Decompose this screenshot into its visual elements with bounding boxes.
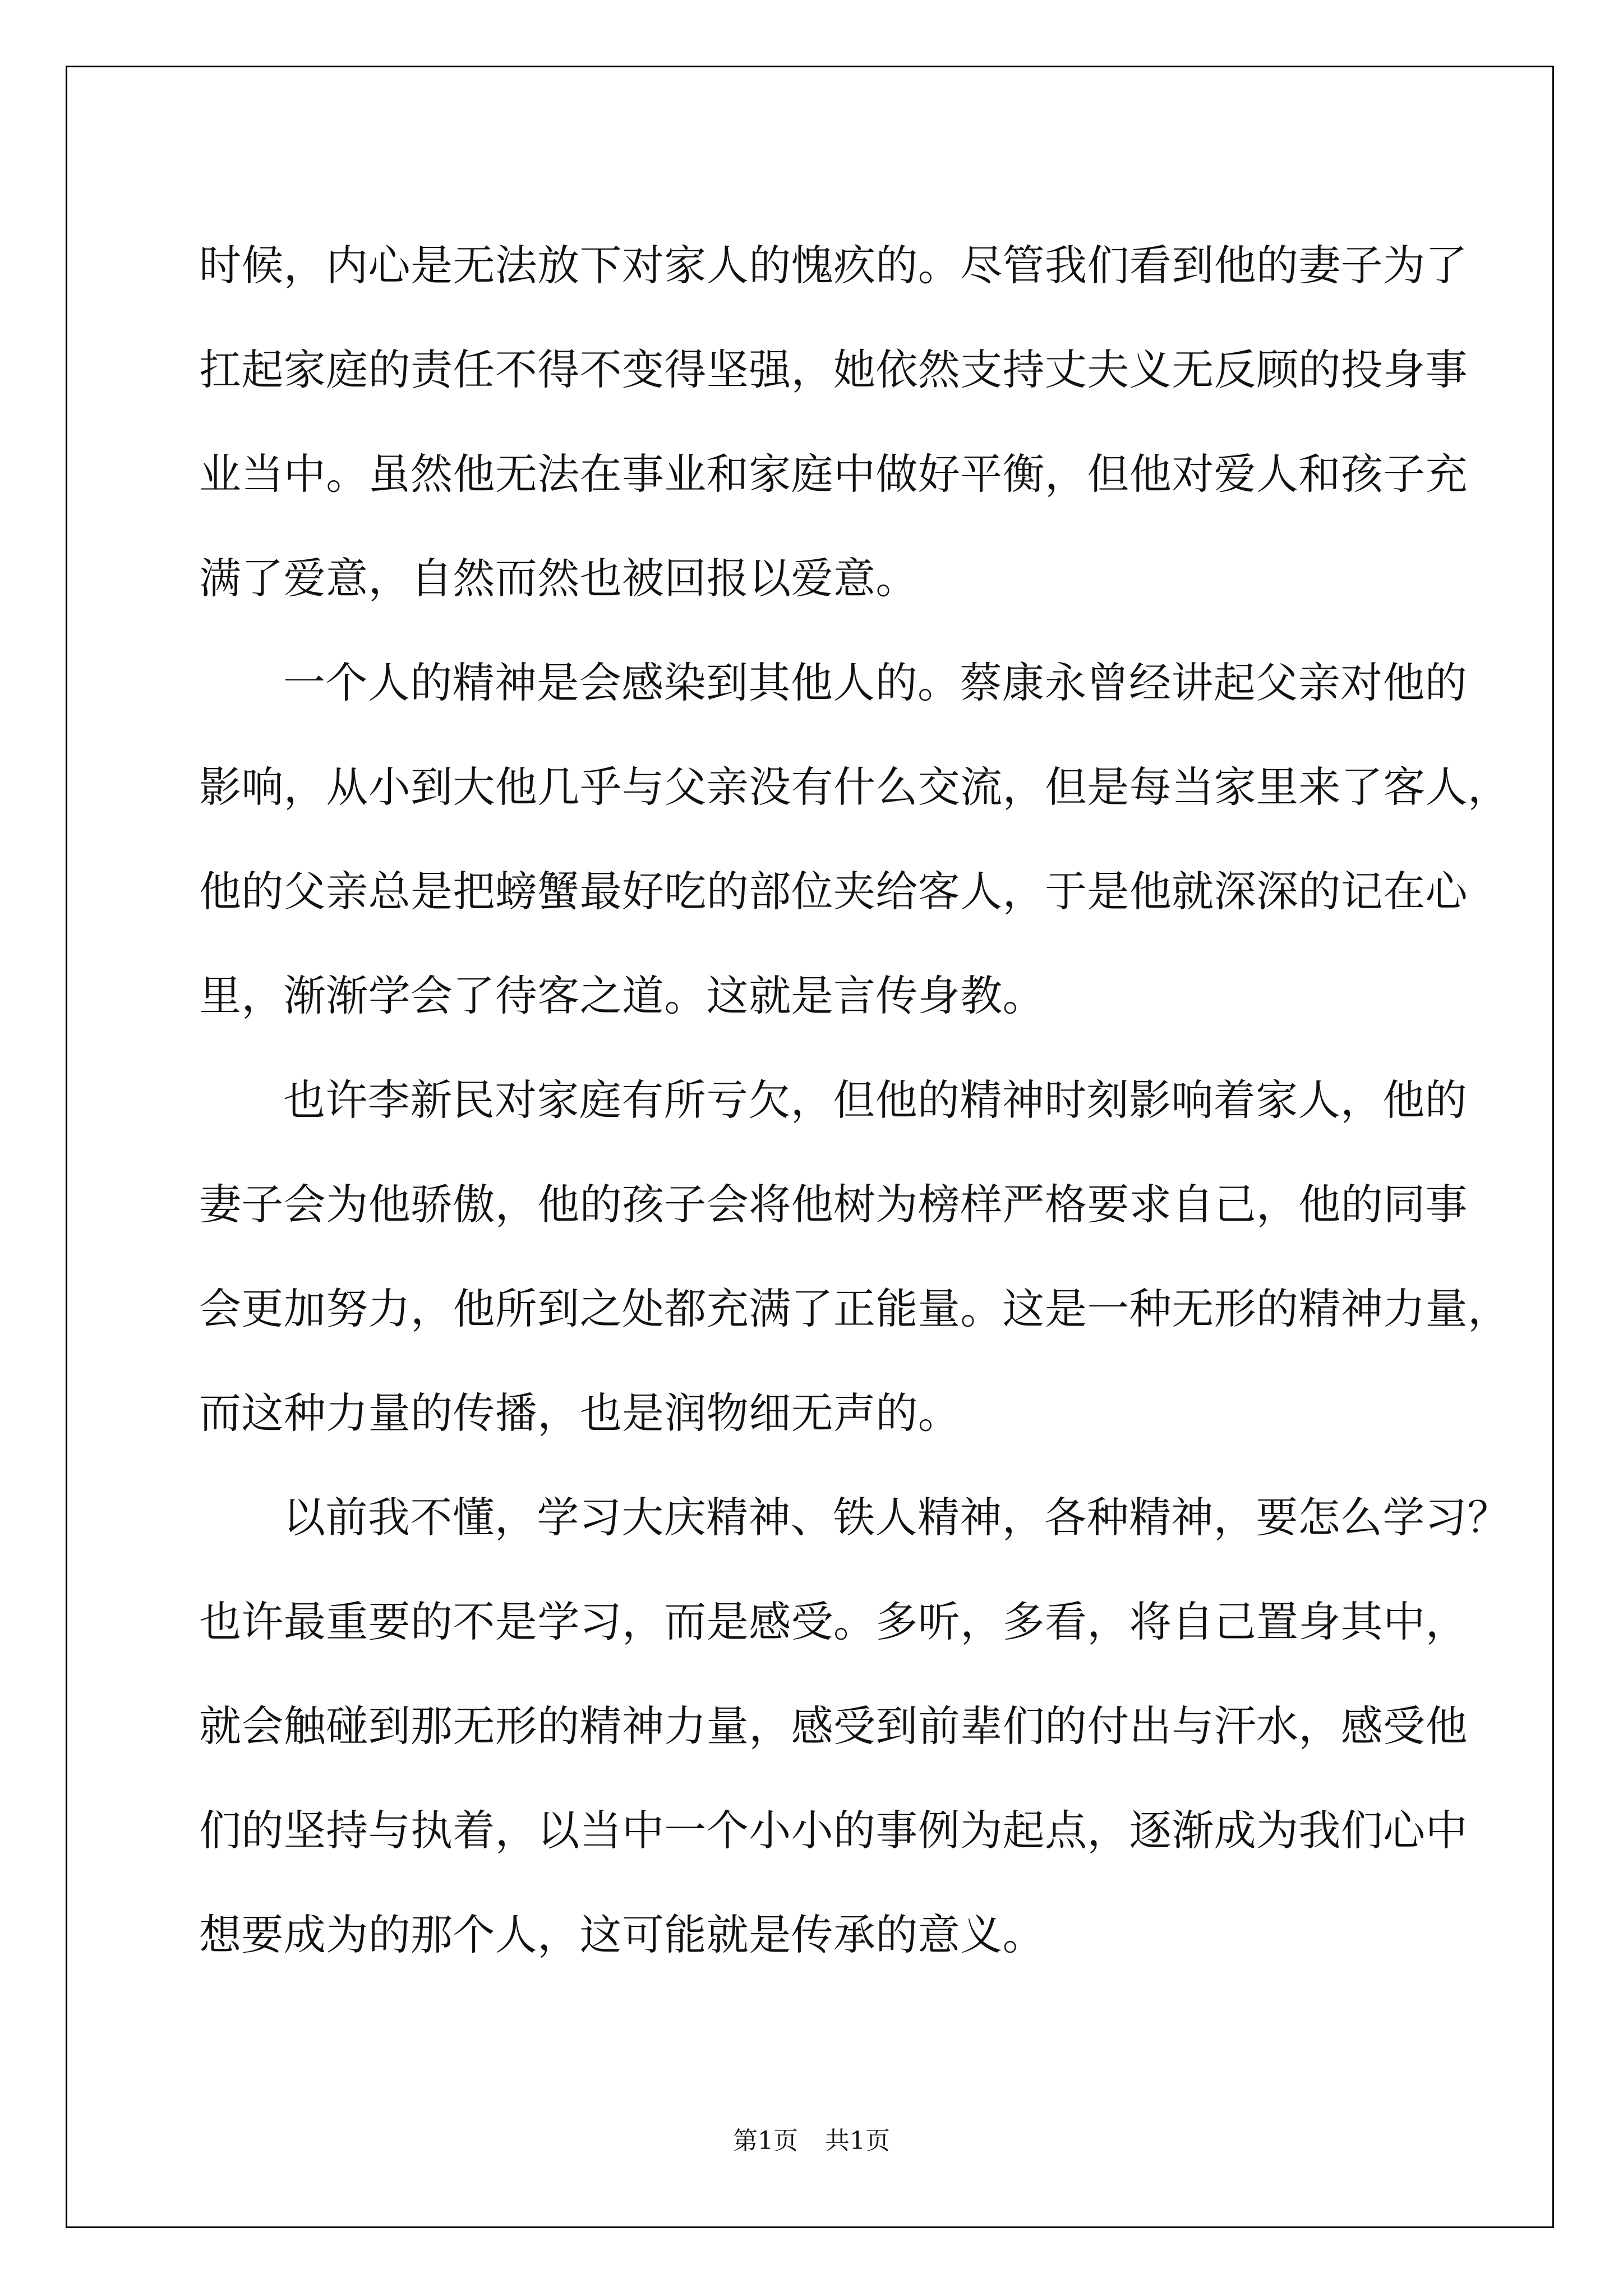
text-line: 里，渐渐学会了待客之道。这就是言传身教。 — [199, 971, 1045, 1020]
text-line: 满了爱意，自然而然也被回报以爱意。 — [199, 554, 918, 603]
page-number: 第1页 — [733, 2127, 798, 2155]
document-body — [199, 213, 1510, 1987]
paragraph-4 — [199, 1465, 1510, 1987]
text-line: 他的父亲总是把螃蟹最好吃的部位夹给客人，于是他就深深的记在心 — [199, 867, 1468, 916]
text-line: 时候，内心是无法放下对家人的愧疚的。尽管我们看到他的妻子为了 — [199, 241, 1468, 290]
text-line: 妻子会为他骄傲，他的孩子会将他树为榜样严格要求自己，他的同事 — [199, 1180, 1468, 1229]
page-total: 共1页 — [825, 2127, 890, 2155]
text-line: 也许最重要的不是学习，而是感受。多听，多看，将自己置身其中， — [199, 1597, 1468, 1646]
text-line: 一个人的精神是会感染到其他人的。蔡康永曾经讲起父亲对他的 — [283, 658, 1468, 707]
page-footer — [0, 2120, 1623, 2156]
text-line: 影响，从小到大他几乎与父亲没有什么交流，但是每当家里来了客人， — [199, 762, 1510, 812]
text-line: 想要成为的那个人，这可能就是传承的意义。 — [199, 1910, 1045, 1959]
paragraph-3 — [199, 1048, 1510, 1465]
paragraph-1 — [199, 213, 1468, 631]
text-line: 扛起家庭的责任不得不变得坚强，她依然支持丈夫义无反顾的投身事 — [199, 345, 1468, 394]
text-line: 以前我不懂，学习大庆精神、铁人精神，各种精神，要怎么学习？ — [283, 1493, 1510, 1542]
text-line: 业当中。虽然他无法在事业和家庭中做好平衡，但他对爱人和孩子充 — [199, 449, 1468, 499]
text-line: 就会触碰到那无形的精神力量，感受到前辈们的付出与汗水，感受他 — [199, 1701, 1468, 1751]
text-line: 也许李新民对家庭有所亏欠，但他的精神时刻影响着家人，他的 — [283, 1075, 1468, 1125]
paragraph-2 — [199, 631, 1510, 1048]
text-line: 会更加努力，他所到之处都充满了正能量。这是一种无形的精神力量， — [199, 1284, 1510, 1333]
text-line: 们的坚持与执着，以当中一个小小的事例为起点，逐渐成为我们心中 — [199, 1806, 1468, 1855]
text-line: 而这种力量的传播，也是润物细无声的。 — [199, 1388, 961, 1438]
